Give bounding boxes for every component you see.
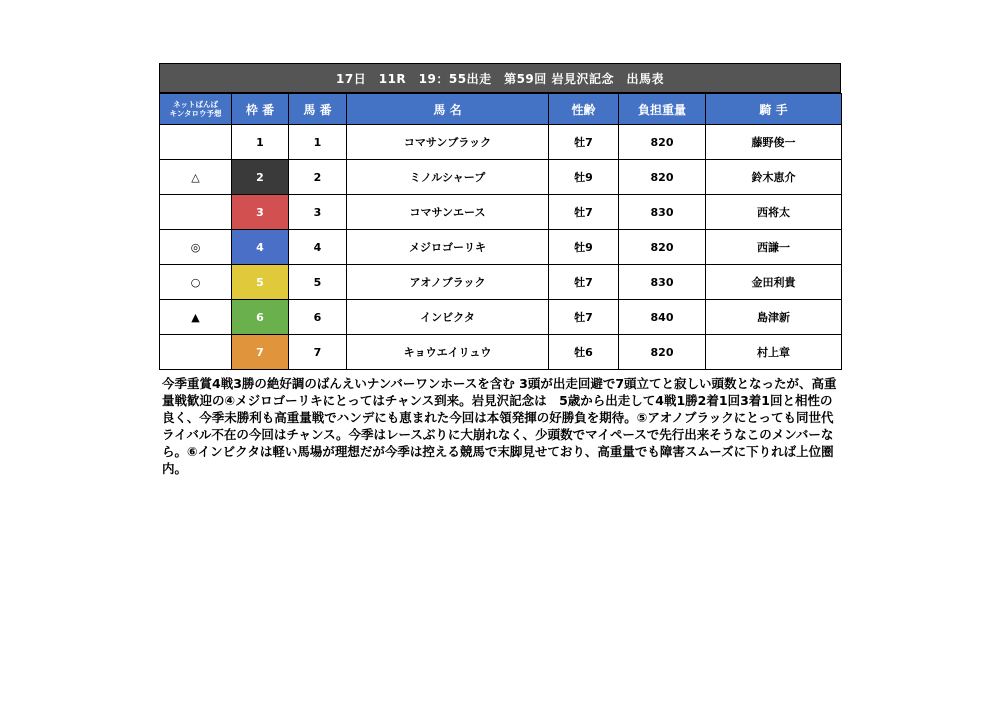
prediction-header: ネットばんば キンタロウ予想 (160, 94, 232, 125)
table-row (160, 300, 842, 335)
prediction-mark: ◎ (160, 230, 232, 265)
waku-header: 枠 番 (232, 94, 289, 125)
waku-number: 7 (232, 335, 289, 370)
horse-number: 4 (289, 230, 347, 265)
entry-table (159, 93, 842, 370)
weight: 820 (619, 125, 706, 160)
table-row (160, 195, 842, 230)
sex-age: 牡7 (549, 300, 619, 335)
waku-number: 4 (232, 230, 289, 265)
jockey-header: 騎 手 (706, 94, 842, 125)
sex-age: 牡7 (549, 265, 619, 300)
jockey-name: 西謙一 (706, 230, 842, 265)
horse-number: 6 (289, 300, 347, 335)
horse-name: インビクタ (347, 300, 549, 335)
jockey-name: 藤野俊一 (706, 125, 842, 160)
horse-name: アオノブラック (347, 265, 549, 300)
prediction-mark (160, 335, 232, 370)
sex-age: 牡7 (549, 125, 619, 160)
table-row (160, 230, 842, 265)
horse-name: コマサンブラック (347, 125, 549, 160)
prediction-mark: ○ (160, 265, 232, 300)
sex-age-header: 性齢 (549, 94, 619, 125)
weight: 820 (619, 160, 706, 195)
weight: 830 (619, 195, 706, 230)
umaban-header: 馬 番 (289, 94, 347, 125)
race-card (159, 63, 841, 370)
horse-number: 2 (289, 160, 347, 195)
weight: 820 (619, 335, 706, 370)
jockey-name: 西将太 (706, 195, 842, 230)
waku-number: 3 (232, 195, 289, 230)
jockey-name: 金田利貴 (706, 265, 842, 300)
jockey-name: 鈴木恵介 (706, 160, 842, 195)
prediction-mark: ▲ (160, 300, 232, 335)
horse-name: ミノルシャープ (347, 160, 549, 195)
sex-age: 牡7 (549, 195, 619, 230)
waku-number: 2 (232, 160, 289, 195)
horse-number: 3 (289, 195, 347, 230)
horse-name: メジロゴーリキ (347, 230, 549, 265)
race-comment: 今季重賞4戦3勝の絶好調のばんえいナンバーワンホースを含む 3頭が出走回避で7頭立てと寂しい頭数となったが、高重量戦歓迎の④メジロゴーリキにとってはチャンス到来。岩見沢記念は 5歳から出走して4戦1勝2着1回3着1回と相性の良く、今季未勝利も高重量戦でハンデにも恵まれた今回は本領発揮の好勝負を期待。⑤アオノブラックにとっても同世代ライバル不在の今回はチャンス。今季はレースぶりに大崩れなく、少頭数でマイペースで先行出来そうなこのメンバーなら。⑥インビクタは軽い馬場が理想だが今季は控える競馬で末脚見せており、高重量でも障害スムーズに下りれば上位圏内。 (162, 376, 837, 476)
waku-number: 6 (232, 300, 289, 335)
prediction-mark: △ (160, 160, 232, 195)
weight: 830 (619, 265, 706, 300)
horse-header: 馬 名 (347, 94, 549, 125)
weight: 820 (619, 230, 706, 265)
waku-number: 5 (232, 265, 289, 300)
table-row (160, 160, 842, 195)
weight-header: 負担重量 (619, 94, 706, 125)
jockey-name: 島津新 (706, 300, 842, 335)
waku-number: 1 (232, 125, 289, 160)
header-row (160, 94, 842, 125)
prediction-mark (160, 195, 232, 230)
jockey-name: 村上章 (706, 335, 842, 370)
table-row (160, 265, 842, 300)
sex-age: 牡9 (549, 160, 619, 195)
horse-name: コマサンエース (347, 195, 549, 230)
horse-number: 5 (289, 265, 347, 300)
weight: 840 (619, 300, 706, 335)
horse-number: 7 (289, 335, 347, 370)
horse-number: 1 (289, 125, 347, 160)
table-row (160, 125, 842, 160)
table-row (160, 335, 842, 370)
sex-age: 牡6 (549, 335, 619, 370)
sex-age: 牡9 (549, 230, 619, 265)
horse-name: キョウエイリュウ (347, 335, 549, 370)
race-title: 17日 11R 19：55出走 第59回 岩見沢記念 出馬表 (159, 63, 841, 93)
prediction-mark (160, 125, 232, 160)
